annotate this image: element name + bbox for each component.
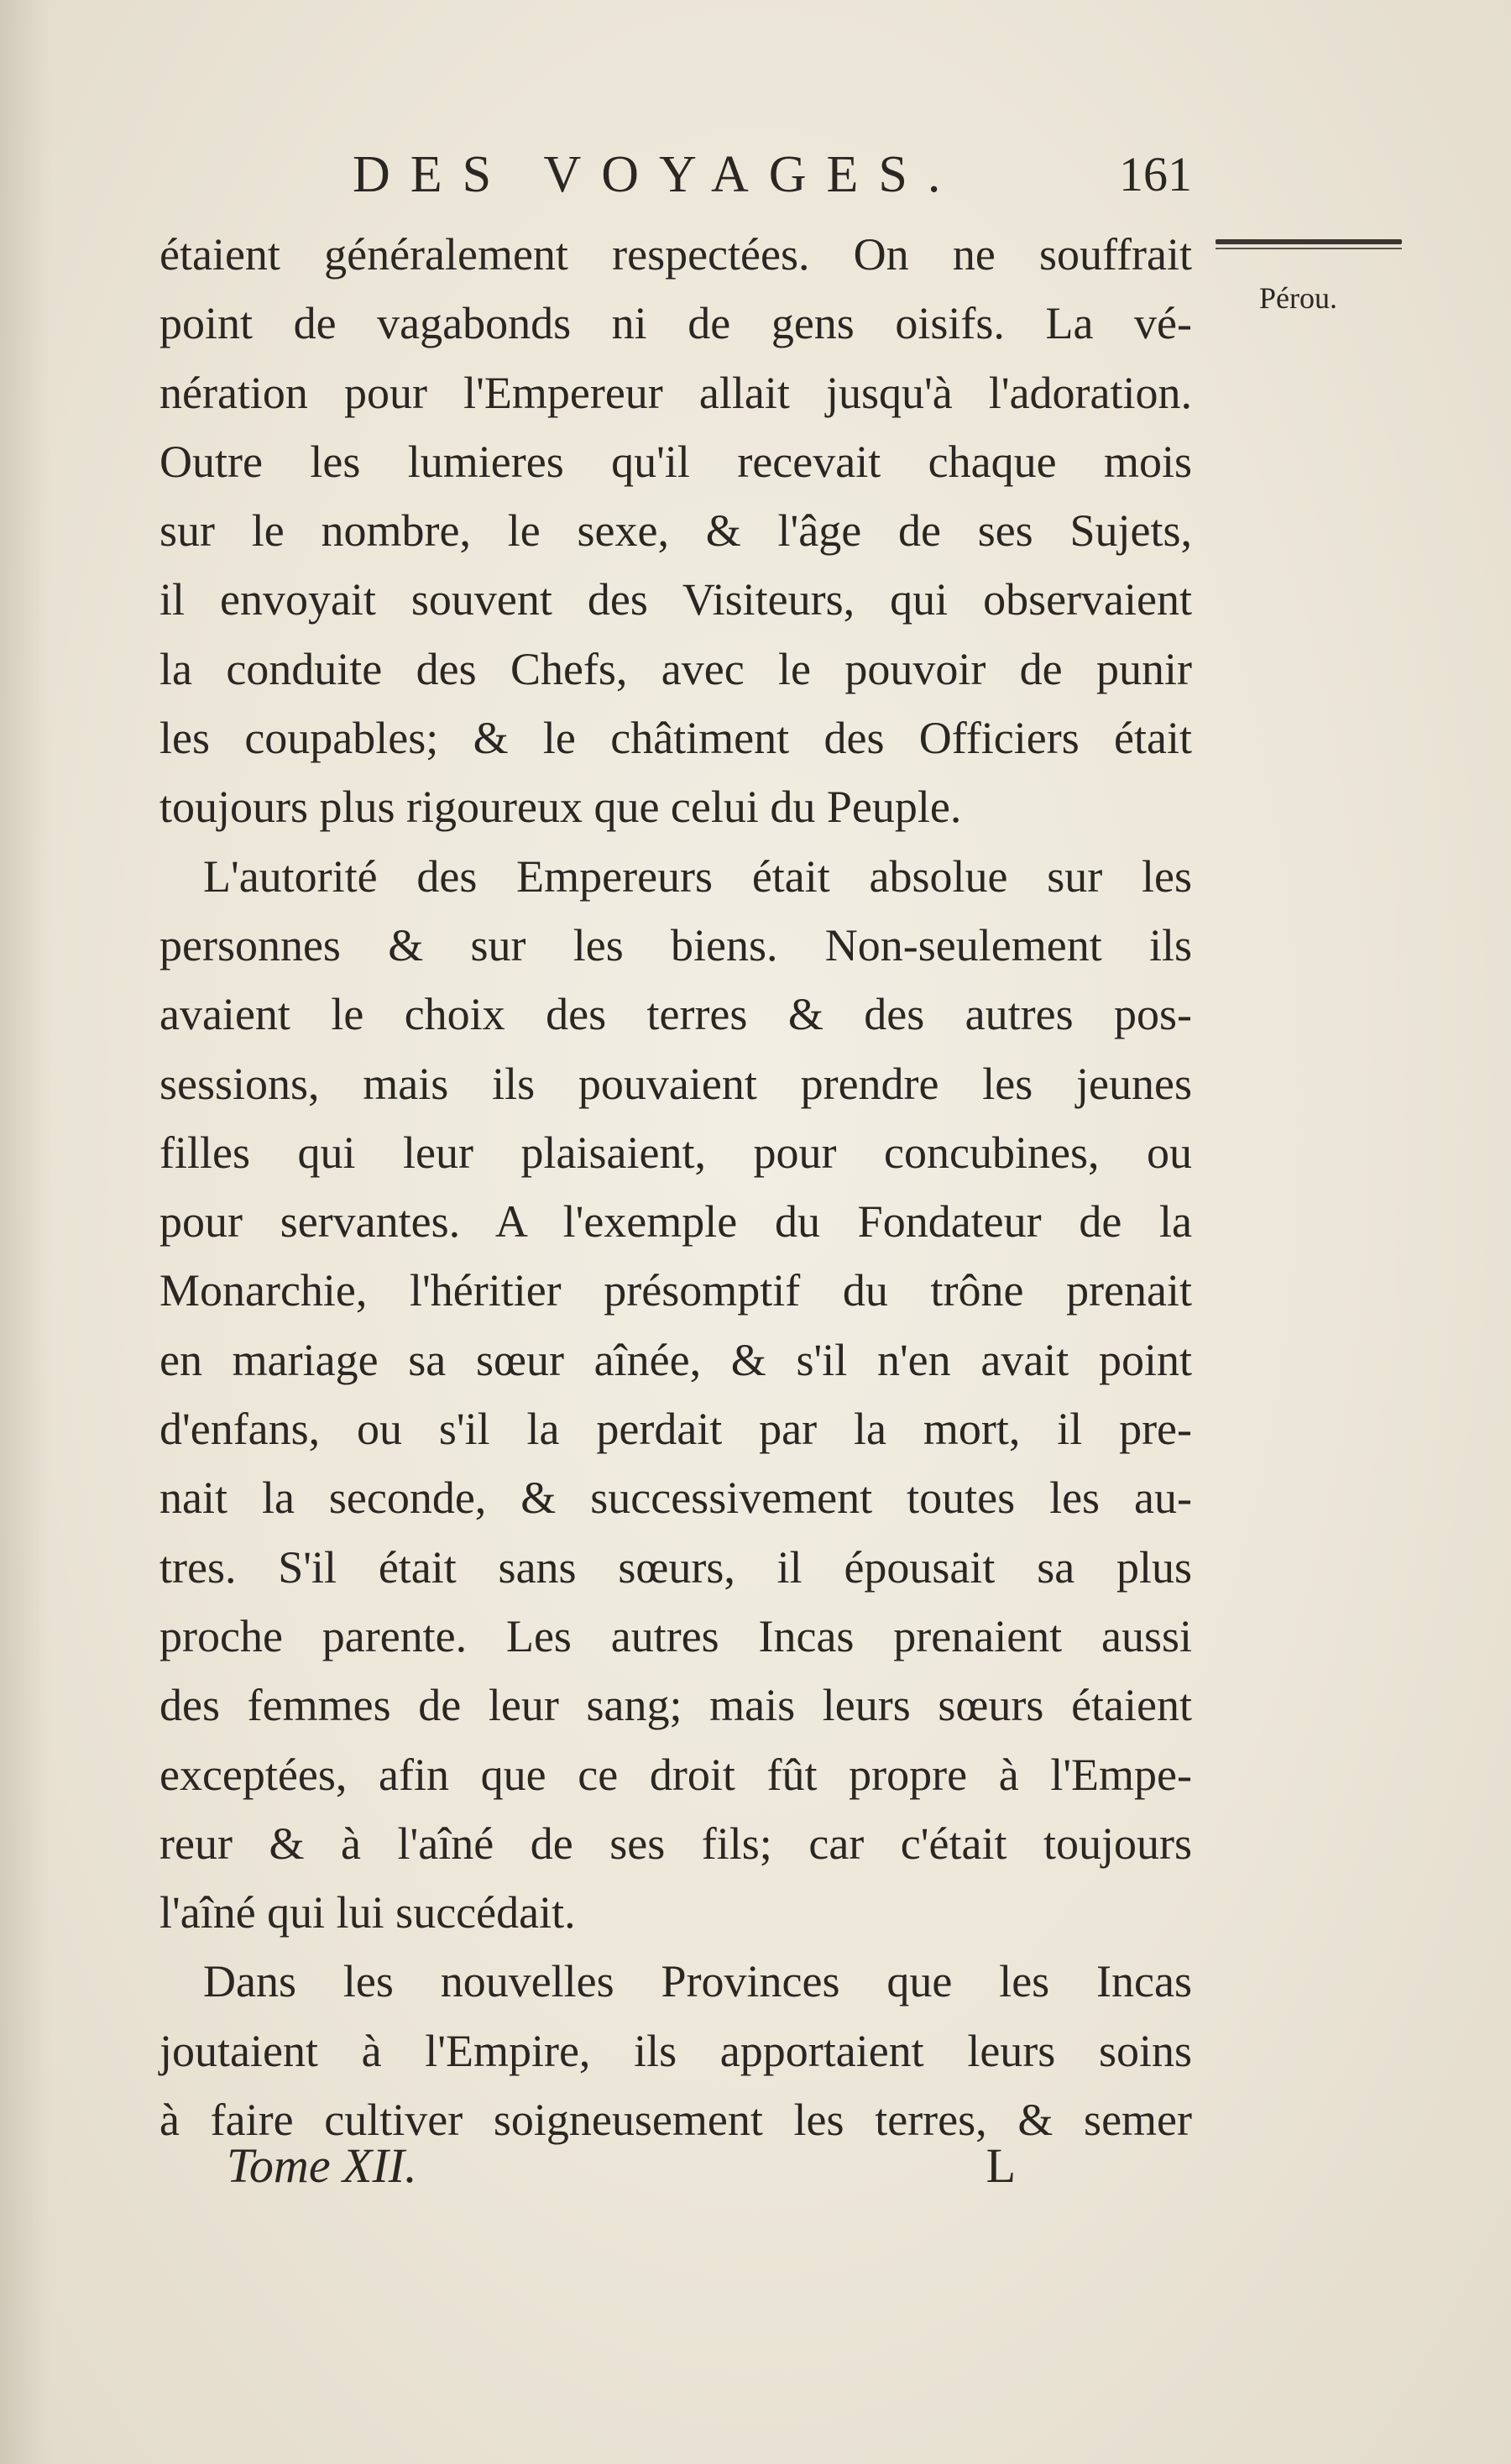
text-line: des femmes de leur sang; mais leurs sœurs étaient bbox=[159, 1680, 1192, 1731]
text-line: nait la seconde, & successivement toutes les au- bbox=[159, 1473, 1192, 1524]
text-line: d'enfans, ou s'il la perdait par la mort, il pre- bbox=[159, 1404, 1192, 1455]
text-line: sessions, mais ils pouvaient prendre les jeunes bbox=[159, 1058, 1192, 1109]
body-text bbox=[159, 220, 1192, 2154]
running-title: DES VOYAGES. bbox=[353, 146, 961, 203]
page-header bbox=[159, 141, 1192, 208]
text-line: Outre les lumieres qu'il recevait chaque mois bbox=[159, 436, 1192, 487]
margin-note: Pérou. bbox=[1259, 281, 1337, 315]
paragraph-end-line: l'aîné qui lui succédait. bbox=[159, 1887, 576, 1938]
text-line: sur le nombre, le sexe, & l'âge de ses Sujets, bbox=[159, 505, 1192, 557]
signature-mark: L bbox=[986, 2138, 1016, 2193]
text-line: pour servantes. A l'exemple du Fondateur de la bbox=[159, 1196, 1192, 1248]
text-line: personnes & sur les biens. Non-seulement ils bbox=[159, 919, 1192, 970]
text-line: Monarchie, l'héritier présomptif du trône prenait bbox=[159, 1265, 1192, 1316]
text-line: les coupables; & le châtiment des Officiers était bbox=[159, 713, 1192, 764]
paragraph-start-line: Dans les nouvelles Provinces que les Incas bbox=[203, 1956, 1192, 2007]
text-line: à faire cultiver soigneusement les terres, & semer bbox=[159, 2095, 1192, 2146]
text-line: il envoyait souvent des Visiteurs, qui observaient bbox=[159, 574, 1192, 625]
margin-rule bbox=[1216, 239, 1402, 244]
text-line: filles qui leur plaisaient, pour concubines, ou bbox=[159, 1127, 1192, 1178]
text-line: en mariage sa sœur aînée, & s'il n'en avait point bbox=[159, 1334, 1192, 1385]
text-line: reur & à l'aîné de ses fils; car c'était toujours bbox=[159, 1818, 1192, 1869]
text-line: la conduite des Chefs, avec le pouvoir de punir bbox=[159, 643, 1192, 694]
text-line: proche parente. Les autres Incas prenaient aussi bbox=[159, 1610, 1192, 1661]
text-line: étaient généralement respectées. On ne souffrait bbox=[159, 229, 1192, 280]
gutter-shadow bbox=[0, 0, 50, 2464]
text-line: nération pour l'Empereur allait jusqu'à l'adoration. bbox=[159, 367, 1192, 418]
paragraph-end-line: toujours plus rigoureux que celui du Peuple. bbox=[159, 782, 962, 833]
text-line: avaient le choix des terres & des autres pos- bbox=[159, 989, 1192, 1040]
volume-label: Tome XII. bbox=[227, 2138, 417, 2193]
text-line: point de vagabonds ni de gens oisifs. La vé- bbox=[159, 298, 1192, 349]
text-line: tres. S'il était sans sœurs, il épousait sa plus bbox=[159, 1541, 1192, 1593]
text-line: joutaient à l'Empire, ils apportaient leurs soins bbox=[159, 2025, 1192, 2076]
page-number: 161 bbox=[1119, 147, 1192, 201]
paragraph-start-line: L'autorité des Empereurs était absolue sur les bbox=[203, 850, 1192, 902]
text-line: exceptées, afin que ce droit fût propre à l'Empe- bbox=[159, 1749, 1192, 1800]
page-footer bbox=[227, 2132, 1016, 2200]
